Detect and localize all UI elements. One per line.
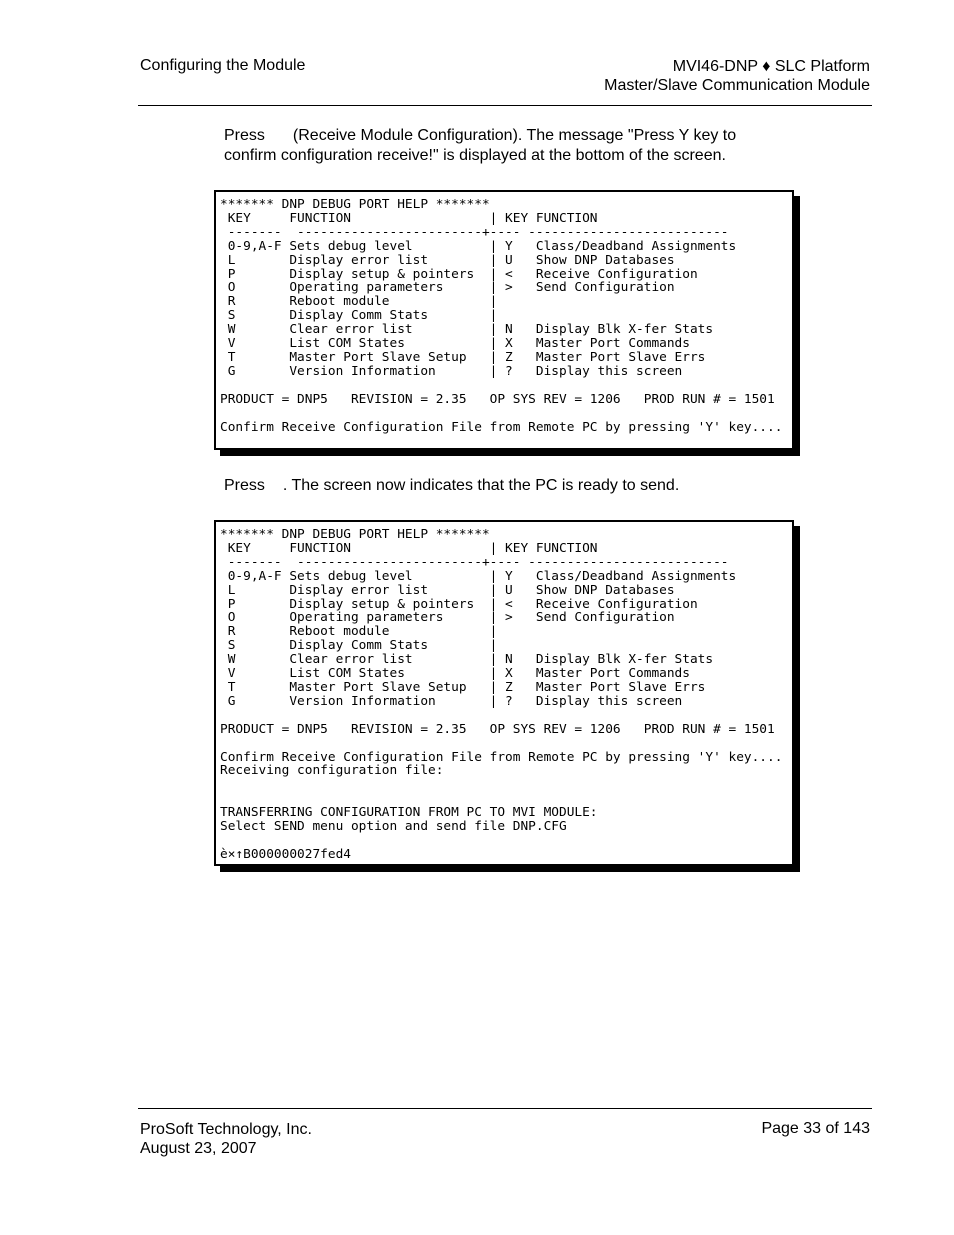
instruction-2-text: . The screen now indicates that the PC is ready to send. <box>282 477 680 494</box>
footer-left <box>140 1120 312 1158</box>
footer-page-number: Page 33 of 143 <box>761 1120 870 1137</box>
instruction-paragraph-2 <box>224 476 824 496</box>
header-product-line2: Master/Slave Communication Module <box>604 77 870 94</box>
instruction-1-line1 <box>224 126 824 146</box>
press-word: Press <box>224 127 265 144</box>
header-product-line1: MVI46-DNP ♦ SLC Platform <box>672 58 870 75</box>
header-divider <box>138 105 872 106</box>
footer-date: August 23, 2007 <box>140 1140 257 1157</box>
footer-divider <box>138 1108 872 1109</box>
header-product <box>604 57 870 95</box>
press-word: Press <box>224 477 265 494</box>
instruction-paragraph-1 <box>224 126 824 166</box>
instruction-1-text: (Receive Module Configuration). The message "Press Y key to <box>292 127 737 144</box>
footer-company: ProSoft Technology, Inc. <box>140 1121 312 1138</box>
terminal-2-text: ******* DNP DEBUG PORT HELP ******* KEY FUNCTION | KEY FUNCTION ------- ------------------------+---- -------------------------- 0-9,A-F Sets debug level | Y Class/Deadband Assignments L Display error list | U Show DNP Databases P Display setup & pointers | < Receive Configuration O Operating parameters | > Send Configuration R Reboot module | S Display Comm Stats | W Clear error list | N Display Blk X-fer Stats V List COM States | X Master Port Commands T Master Port Slave Setup | Z Master Port Slave Errs G Version Information | ? Display this screen PRODUCT = DNP5 REVISION = 2.35 OP SYS REV = 1206 PROD RUN # = 1501 Confirm Receive Configuration File from Remote PC by pressing 'Y' key.... Receiving configuration file: TRANSFERRING CONFIGURATION FROM PC TO MVI MODULE: Select SEND menu option and send file DNP.CFG è×↑B000000027fed4 <box>220 527 783 862</box>
terminal-screenshot-2 <box>214 520 794 866</box>
terminal-1-text: ******* DNP DEBUG PORT HELP ******* KEY FUNCTION | KEY FUNCTION ------- ------------------------+---- -------------------------- 0-9,A-F Sets debug level | Y Class/Deadband Assignments L Display error list | U Show DNP Databases P Display setup & pointers | < Receive Configuration O Operating parameters | > Send Configuration R Reboot module | S Display Comm Stats | W Clear error list | N Display Blk X-fer Stats V List COM States | X Master Port Commands T Master Port Slave Setup | Z Master Port Slave Errs G Version Information | ? Display this screen PRODUCT = DNP5 REVISION = 2.35 OP SYS REV = 1206 PROD RUN # = 1501 Confirm Receive Configuration File from Remote PC by pressing 'Y' key.... <box>220 197 783 435</box>
header-section-title: Configuring the Module <box>140 57 306 74</box>
terminal-screenshot-1 <box>214 190 794 450</box>
instruction-1-line2: confirm configuration receive!" is displayed at the bottom of the screen. <box>224 147 726 164</box>
